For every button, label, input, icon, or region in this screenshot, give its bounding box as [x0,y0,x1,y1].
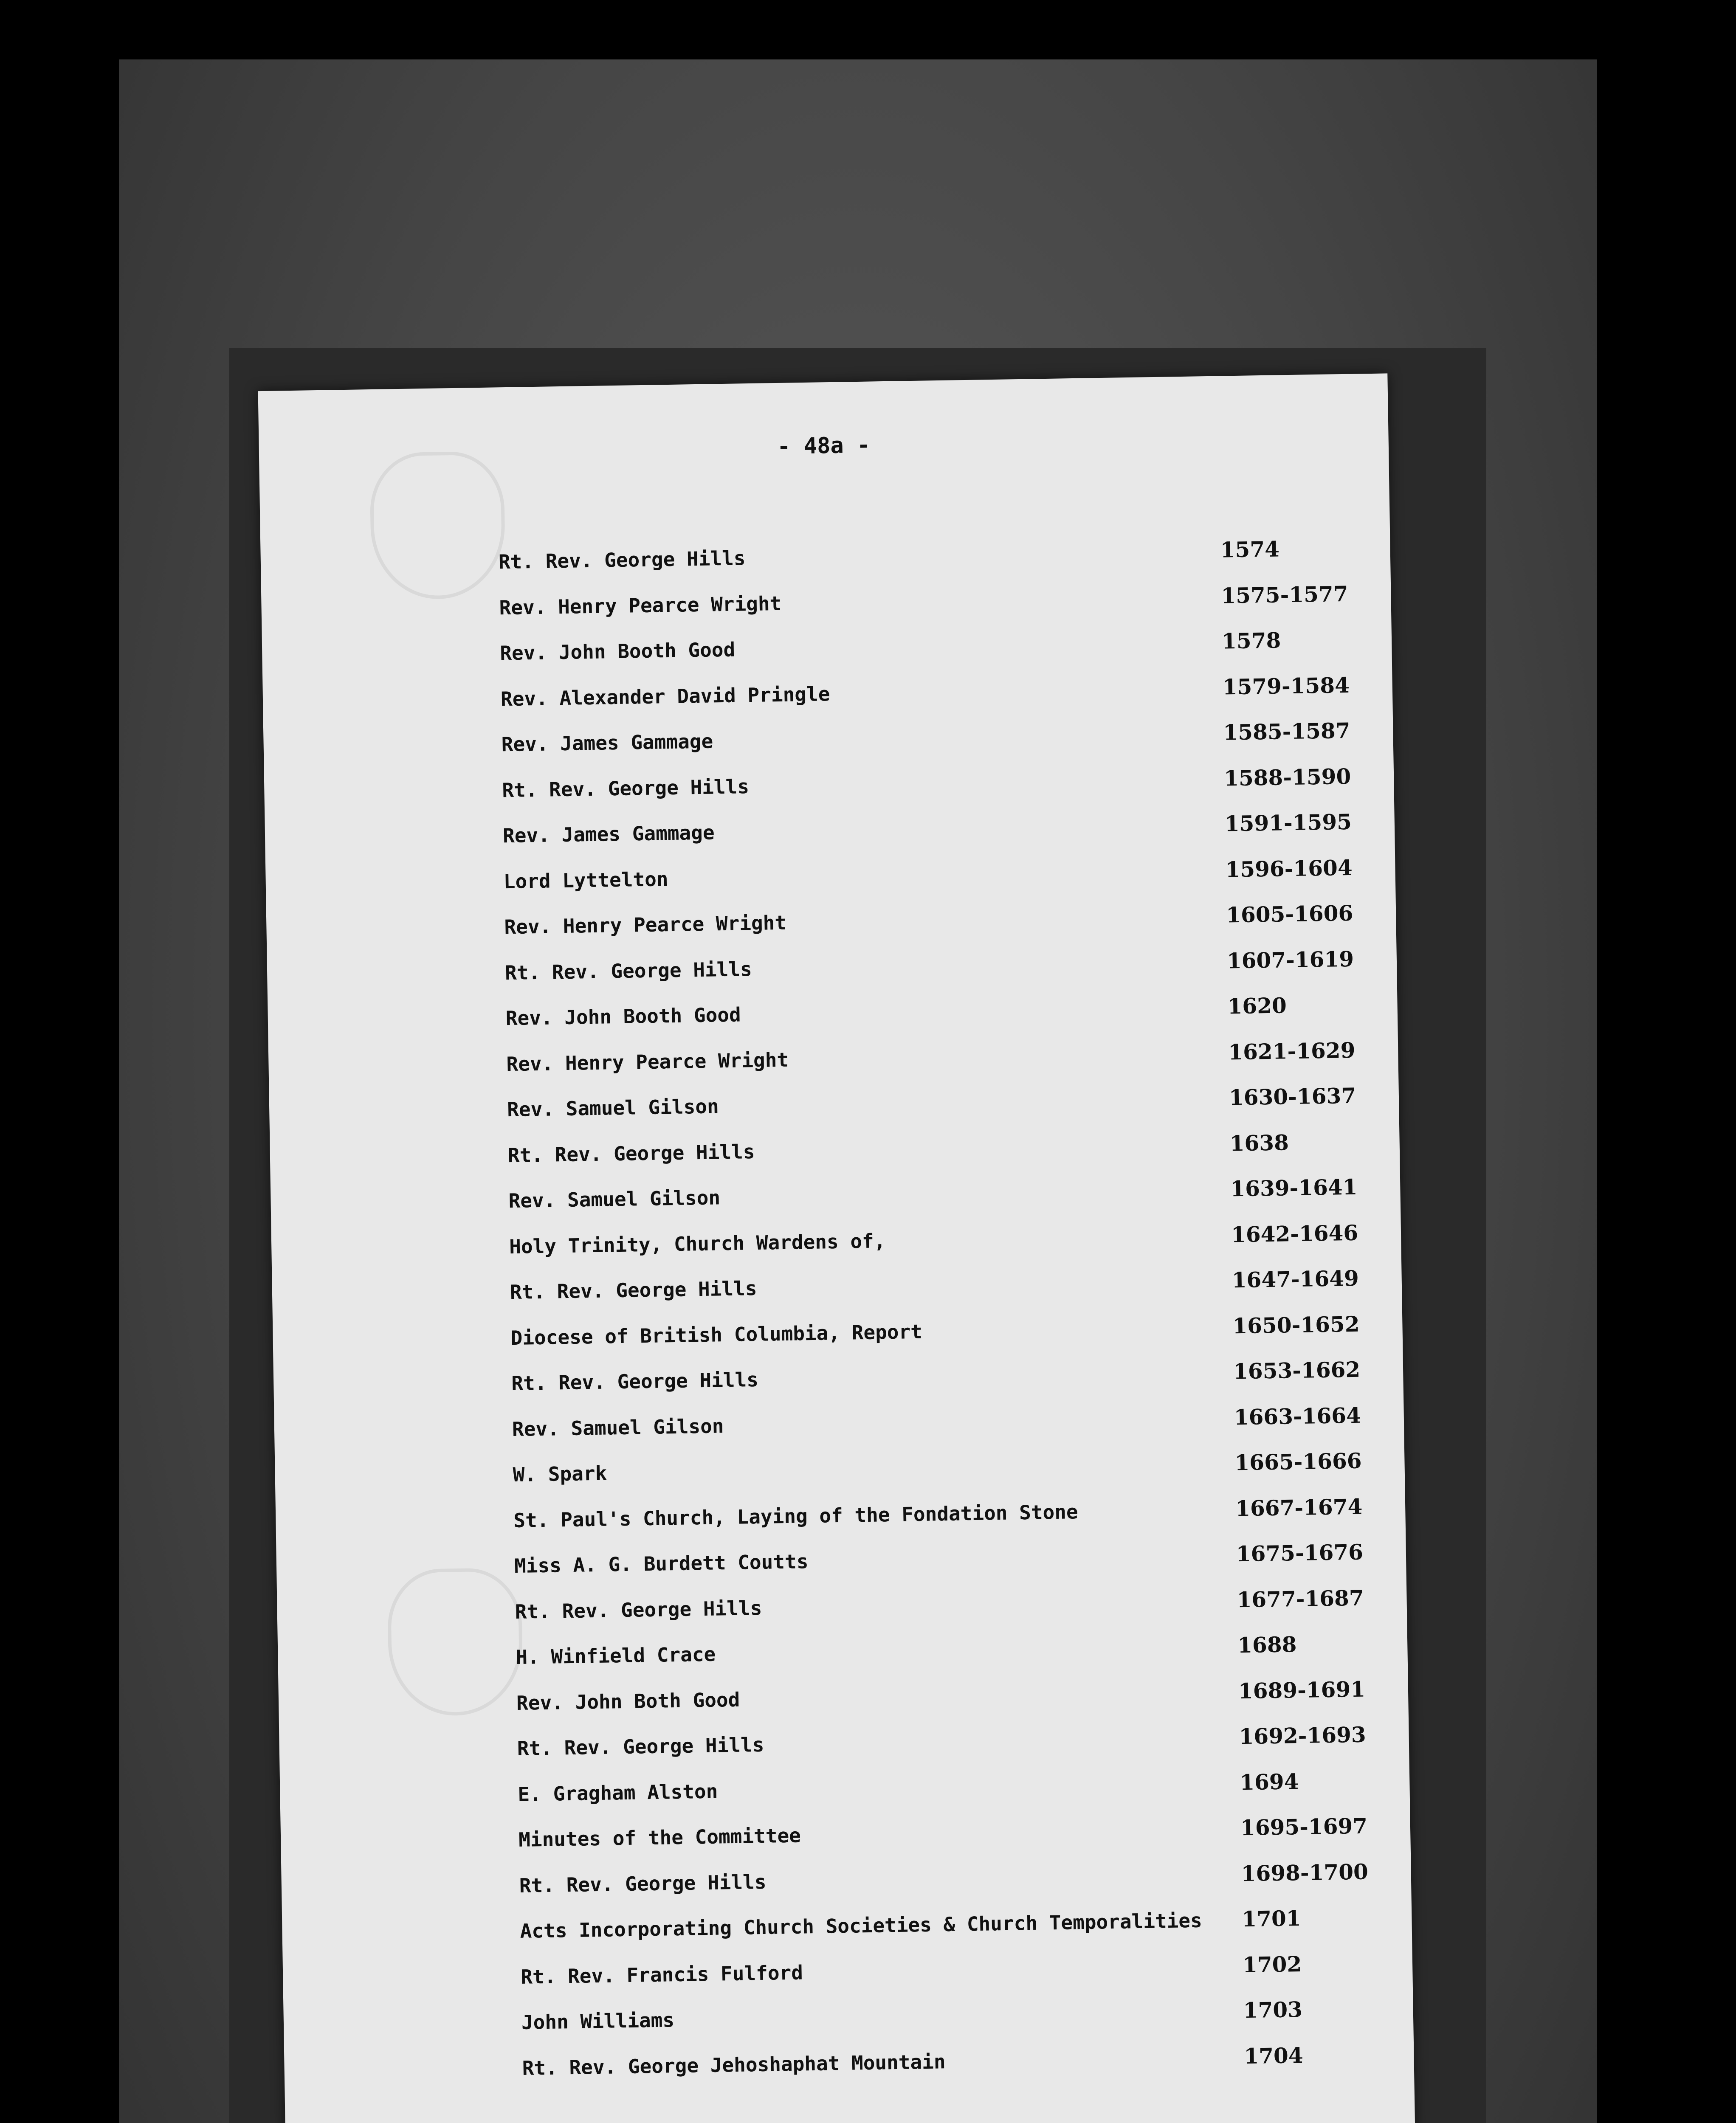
entry-pages: 1667-1674 [1235,1494,1363,1521]
entry-name: Rt. Rev. George Hills [502,774,750,802]
entry-name: Rt. Rev. George Jehoshaphat Mountain [522,2050,946,2080]
entry-name: Rev. Henry Pearce Wright [499,591,782,619]
entry-pages: 1596-1604 [1225,855,1353,882]
entry-pages: 1689-1691 [1238,1676,1366,1703]
entry-pages: 1607-1619 [1226,946,1354,973]
entry-name: Rt. Rev. George Hills [515,1596,762,1623]
entry-name: Rev. John Both Good [516,1688,740,1715]
entry-name: Rev. James Gammage [501,729,713,756]
entry-pages: 1574 [1220,536,1280,563]
entry-pages: 1692-1693 [1239,1722,1367,1749]
watermark-seal-bottom [387,1568,523,1717]
entry-name: Rev. John Booth Good [505,1003,741,1030]
entry-pages: 1579-1584 [1222,672,1350,700]
entry-pages: 1694 [1239,1768,1299,1795]
entry-name: Rev. Henry Pearce Wright [506,1048,789,1076]
entry-name: Rev. Samuel Gilson [512,1414,724,1441]
entry-name: Rev. Henry Pearce Wright [504,911,787,939]
entry-name: Rt. Rev. George Hills [507,1140,755,1167]
entry-pages: 1701 [1241,1906,1301,1932]
entry-pages: 1642-1646 [1231,1220,1358,1247]
entry-pages: 1639-1641 [1230,1174,1358,1202]
entry-name: Diocese of British Columbia, Report [510,1320,923,1349]
entry-pages: 1663-1664 [1234,1402,1361,1430]
entry-pages: 1665-1666 [1234,1448,1362,1475]
entry-name: Acts Incorporating Church Societies & Church Temporalities [520,1909,1203,1943]
entry-name: E. Gragham Alston [518,1779,718,1806]
entry-pages: 1638 [1229,1129,1289,1156]
entry-name: Rt. Rev. George Hills [511,1368,759,1395]
entry-name: Rt. Rev. George Hills [504,957,752,984]
entry-name: Rev. Samuel Gilson [507,1095,719,1121]
entry-name: Rev. John Booth Good [499,638,736,665]
entry-name: Rt. Rev. George Hills [510,1276,757,1304]
entry-name: Lord Lyttelton [503,867,668,893]
entry-pages: 1578 [1221,628,1281,654]
entry-name: Rev. Alexander David Pringle [500,682,830,710]
watermark-seal-top [369,451,506,600]
entry-name: St. Paul's Church, Laying of the Fondation Stone [513,1500,1079,1532]
entry-name: W. Spark [513,1461,607,1487]
entry-pages: 1591-1595 [1224,809,1352,836]
entry-name: Rt. Rev. George Hills [498,546,746,574]
entry-pages: 1620 [1227,993,1287,1019]
entry-name: John Williams [521,2008,675,2034]
entry-name: Rt. Rev. Francis Fulford [520,1960,803,1988]
entry-name: H. Winfield Crace [516,1642,716,1669]
entry-pages: 1675-1676 [1236,1539,1364,1567]
entry-pages: 1703 [1243,1996,1303,2023]
entry-pages: 1677-1687 [1237,1585,1364,1612]
page-number: - 48a - [777,432,871,459]
entry-pages: 1695-1697 [1240,1813,1368,1841]
entry-pages: 1588-1590 [1223,763,1351,791]
entry-pages: 1688 [1237,1632,1297,1658]
entry-pages: 1698-1700 [1241,1859,1369,1886]
entry-name: Rt. Rev. George Hills [519,1870,767,1897]
entry-name: Miss A. G. Burdett Coutts [514,1550,809,1578]
entry-pages: 1575-1577 [1220,581,1348,608]
entry-name: Minutes of the Committee [518,1824,801,1851]
entry-pages: 1630-1637 [1229,1083,1356,1110]
inventory-list [498,535,1372,2100]
entry-name: Rt. Rev. George Hills [517,1733,764,1760]
entry-pages: 1605-1606 [1226,900,1353,928]
entry-pages: 1704 [1243,2042,1304,2069]
entry-pages: 1647-1649 [1232,1265,1359,1293]
entry-pages: 1650-1652 [1232,1311,1360,1338]
entry-name: Rev. James Gammage [502,821,715,848]
entry-pages: 1702 [1242,1951,1302,1977]
entry-pages: 1653-1662 [1233,1357,1361,1384]
entry-name: Rev. Samuel Gilson [508,1186,721,1213]
entry-name: Holy Trinity, Church Wardens of, [509,1229,886,1258]
entry-pages: 1585-1587 [1223,718,1350,745]
document-page [258,373,1415,2123]
entry-pages: 1621-1629 [1228,1037,1356,1064]
